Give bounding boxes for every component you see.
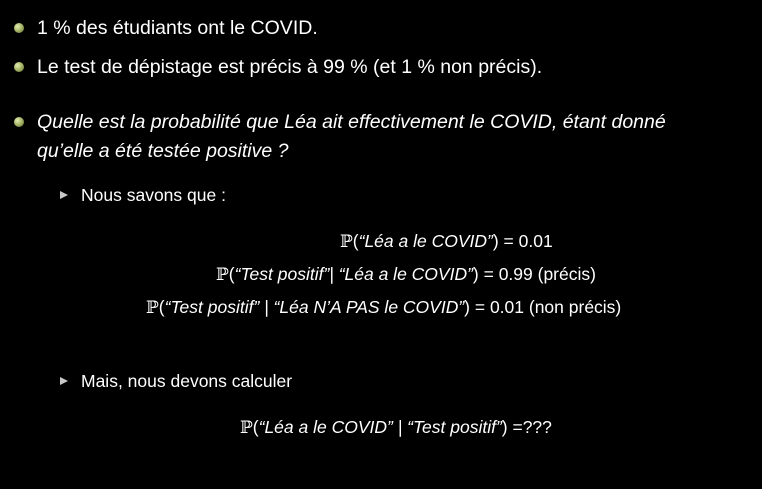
equation-1: ℙ(“Léa a le COVID”) = 0.01 — [340, 231, 553, 252]
equation-value: ) = 0.99 (précis) — [472, 264, 596, 284]
equation-argument: “Léa a le COVID” | “Test positif” — [258, 417, 502, 437]
question-line-1: Quelle est la probabilité que Léa ait effectivement le COVID, étant donné — [37, 111, 666, 133]
probability-symbol: ℙ — [340, 232, 353, 252]
equation-value: ) =??? — [501, 417, 552, 437]
equation-argument: “Léa a le COVID” — [358, 231, 493, 251]
equation-value: ) = 0.01 (non précis) — [464, 297, 622, 317]
probability-symbol: ℙ — [240, 418, 253, 438]
bullet-icon — [14, 117, 24, 127]
bullet-text-1: 1 % des étudiants ont le COVID. — [37, 17, 318, 39]
probability-symbol: ℙ — [216, 265, 229, 285]
equation-3: ℙ(“Test positif” | “Léa N’A PAS le COVID”) = 0.01 (non précis) — [146, 297, 622, 318]
equation-2: ℙ(“Test positif”| “Léa a le COVID”) = 0.99 (précis) — [216, 264, 596, 285]
probability-symbol: ℙ — [146, 298, 159, 318]
equation-argument: “Test positif” | “Léa N’A PAS le COVID” — [164, 297, 465, 317]
equation-argument: “Test positif”| “Léa a le COVID” — [234, 264, 473, 284]
bullet-text-2: Le test de dépistage est précis à 99 % (et 1 % non précis). — [37, 56, 543, 78]
equation-4: ℙ(“Léa a le COVID” | “Test positif”) =??? — [240, 417, 552, 438]
sub-bullet-label-1: Nous savons que : — [81, 185, 226, 205]
arrow-right-icon — [60, 191, 68, 199]
sub-bullet-label-2: Mais, nous devons calculer — [81, 371, 293, 391]
equation-value: ) = 0.01 — [492, 231, 553, 251]
bullet-icon — [14, 23, 24, 33]
arrow-right-icon — [60, 377, 68, 385]
bullet-icon — [14, 62, 24, 72]
question-line-2: qu’elle a été testée positive ? — [37, 140, 289, 162]
